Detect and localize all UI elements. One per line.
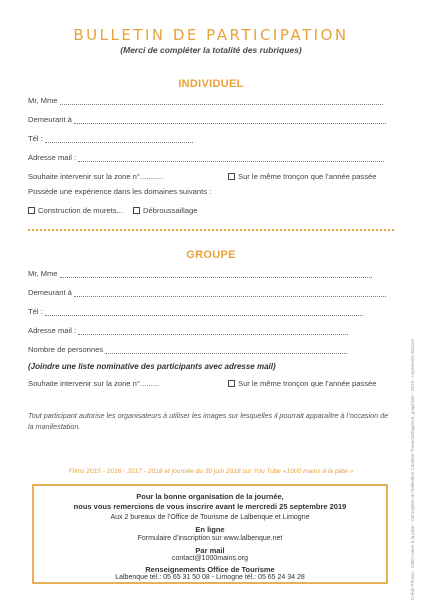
section-groupe-heading: GROUPE [186, 249, 236, 261]
info-line-offices: Aux 2 bureaux de l’Office de Tourisme de Lalbenque et Limogne [110, 514, 310, 521]
groupe-phone-field[interactable] [45, 308, 363, 316]
walls-checkbox[interactable] [28, 207, 35, 214]
individuel-experience-options [28, 206, 197, 215]
section-individuel-heading: INDIVIDUEL [178, 78, 244, 90]
groupe-email-row[interactable] [28, 326, 348, 335]
brush-label: Débroussaillage [142, 206, 198, 215]
image-rights-notice: Tout participant autorise les organisateurs à utiliser les images sur lesquelles il pourrait apparaître à l’occasion de la manifestation. [28, 411, 389, 431]
individuel-email-field[interactable] [78, 154, 384, 162]
groupe-address-row[interactable] [28, 288, 386, 297]
individuel-phone-row[interactable] [28, 134, 193, 143]
groupe-email-label: Adresse mail : [28, 326, 77, 335]
groupe-people-label: Nombre de personnes [28, 345, 104, 354]
groupe-people-field[interactable] [105, 346, 347, 354]
individuel-address-row[interactable] [28, 115, 386, 124]
info-online-text[interactable]: Formulaire d’inscription sur www.lalbenque.net [137, 535, 283, 542]
groupe-address-label: Demeurant à [28, 288, 72, 297]
registration-info-box [32, 484, 388, 584]
individuel-name-label: Mr, Mme [28, 96, 58, 105]
info-line-organisation: Pour la bonne organisation de la journée, [136, 492, 284, 501]
info-contact-heading: Renseignements Office de Tourisme [145, 565, 275, 574]
groupe-same-section-label: Sur le même tronçon que l’année passée [238, 379, 377, 388]
groupe-phone-label: Tél : [28, 307, 43, 316]
option-brush[interactable] [133, 206, 197, 215]
info-mail-heading: Par mail [195, 546, 225, 555]
walls-label: Construction de murets... [38, 206, 123, 215]
groupe-name-field[interactable] [60, 270, 372, 278]
individuel-phone-field[interactable] [45, 135, 193, 143]
groupe-same-section-option[interactable] [228, 379, 376, 388]
individuel-email-row[interactable] [28, 153, 384, 162]
groupe-phone-row[interactable] [28, 307, 363, 316]
individuel-zone-label: Souhaite intervenir sur la zone n°........... [28, 172, 164, 181]
option-walls[interactable] [28, 206, 123, 215]
form-title: BULLETIN DE PARTICIPATION [73, 26, 349, 44]
info-contact-text: Lalbenque tél.: 05 65 31 50 08 - Limogne tél.: 05 65 24 34 28 [115, 574, 305, 581]
groupe-name-label: Mr, Mme [28, 269, 58, 278]
section-separator [28, 229, 394, 231]
individuel-email-label: Adresse mail : [28, 153, 77, 162]
individuel-name-row[interactable] [28, 96, 383, 105]
individuel-zone-row[interactable] [28, 172, 163, 181]
info-mail-text[interactable]: contact@1000mains.org [172, 555, 248, 562]
info-line-deadline: nous vous remercions de vous inscrire avant le mercredi 25 septembre 2019 [73, 502, 347, 511]
films-notice: Films 2015 - 2016 - 2017 - 2018 et journée du 30 juin 2018 sur You Tube «1000 mains à la pâte » [68, 468, 354, 475]
info-online-heading: En ligne [195, 525, 225, 534]
groupe-zone-label: Souhaite intervenir sur la zone n°......... [28, 379, 159, 388]
form-subtitle: (Merci de compléter la totalité des rubriques) [120, 45, 302, 55]
brush-checkbox[interactable] [133, 207, 140, 214]
individuel-same-section-label: Sur le même tronçon que l’année passée [238, 172, 377, 181]
individuel-same-section-option[interactable] [228, 172, 376, 181]
individuel-address-field[interactable] [74, 116, 386, 124]
individuel-phone-label: Tél : [28, 134, 43, 143]
groupe-name-row[interactable] [28, 269, 372, 278]
groupe-address-field[interactable] [74, 289, 386, 297]
individuel-experience-label: Possède une expérience dans les domaines suivants : [28, 187, 212, 196]
individuel-address-label: Demeurant à [28, 115, 72, 124]
individuel-same-section-checkbox[interactable] [228, 173, 235, 180]
side-credit: Crédit Photos : 1000 mains à la pâte - Conception & réalisation Caroline Traversat/agence_graphiste - 2019 - Impression Bozzor [410, 338, 415, 600]
groupe-same-section-checkbox[interactable] [228, 380, 235, 387]
individuel-name-field[interactable] [60, 97, 383, 105]
group-list-note: (Joindre une liste nominative des participants avec adresse mail) [28, 362, 276, 371]
groupe-zone-row[interactable] [28, 379, 159, 388]
groupe-email-field[interactable] [78, 327, 348, 335]
groupe-people-row[interactable] [28, 345, 347, 354]
